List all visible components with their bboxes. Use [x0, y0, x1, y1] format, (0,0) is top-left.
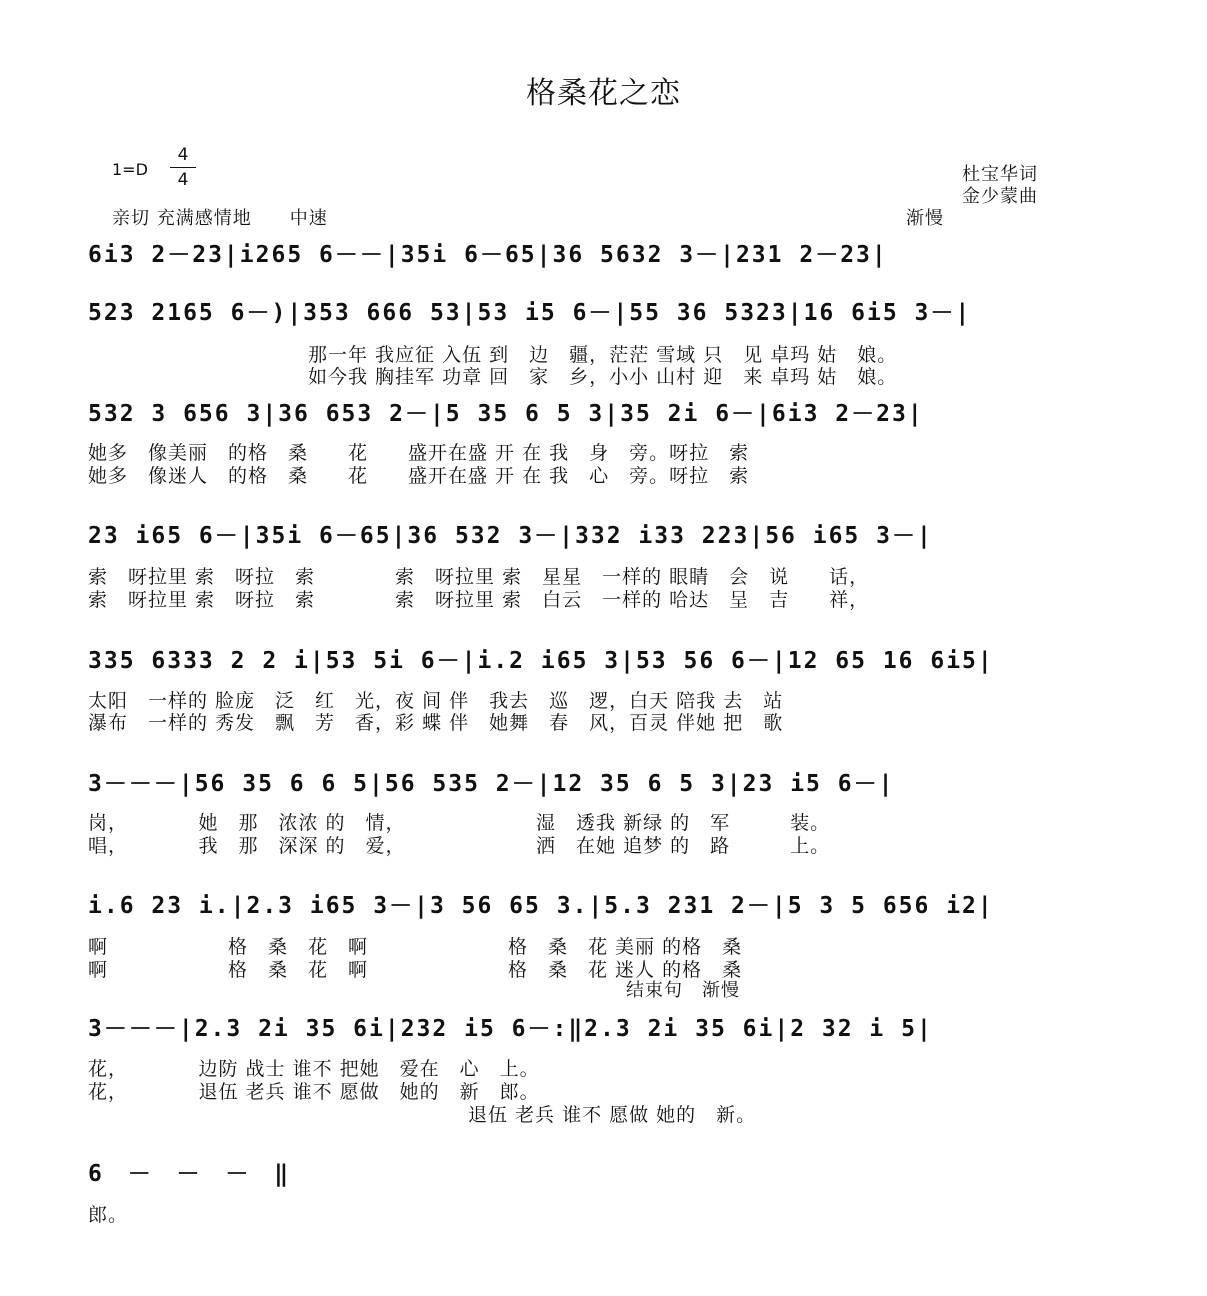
lyric-line: 瀑布 一样的 秀发 飘 芳 香，彩 蝶 伴 她舞 春 风，百灵 伴她 把 歌 — [88, 712, 784, 734]
meter-divider — [170, 167, 196, 168]
key-signature: 1=D — [112, 160, 148, 179]
ending-marking: 结束句 渐慢 — [626, 980, 740, 1001]
notation-line: 335 6333 2 2 i|53 5i 6－|i.2 i65 3|53 56 6－|12 65 16 6i5| — [88, 648, 994, 674]
lyric-line: 索 呀拉里 索 呀拉 索 索 呀拉里 索 白云 一样的 哈达 呈 吉 祥， — [88, 589, 870, 611]
lyric-line: 她多 像迷人 的格 桑 花 盛开在盛 开 在 我 心 旁。呀拉 索 — [88, 465, 750, 487]
lyric-line: 啊 格 桑 花 啊 格 桑 花 迷人 的格 桑 — [88, 959, 743, 981]
lyric-line: 花， 退伍 老兵 谁不 愿做 她的 新 郎。 — [88, 1081, 540, 1103]
final-lyric: 郎。 — [88, 1204, 129, 1226]
notation-line: 6i3 2－23|i265 6－－|35i 6－65|36 5632 3－|231 2－23| — [88, 242, 888, 268]
meter-top: 4 — [177, 145, 189, 165]
lyric-line: 那一年 我应征 入伍 到 边 疆，茫茫 雪域 只 见 卓玛 姑 娘。 — [88, 344, 898, 366]
lyric-line: 退伍 老兵 谁不 愿做 她的 新。 — [88, 1104, 757, 1126]
tempo-marking: 亲切 充满感情地 中速 — [112, 208, 328, 229]
notation-line: 3－－－|2.3 2i 35 6i|232 i5 6－:‖2.3 2i 35 6i|2 32 i 5| — [88, 1016, 933, 1042]
song-title: 格桑花之恋 — [526, 76, 681, 111]
lyric-line: 她多 像美丽 的格 桑 花 盛开在盛 开 在 我 身 旁。呀拉 索 — [88, 442, 750, 464]
lyric-line: 岗， 她 那 浓浓 的 情， 湿 透我 新绿 的 军 装。 — [88, 812, 831, 834]
lyricist-credit: 杜宝华词 — [962, 164, 1038, 185]
lyric-line: 花， 边防 战士 谁不 把她 爱在 心 上。 — [88, 1058, 540, 1080]
meter-bottom: 4 — [177, 170, 189, 190]
final-notation: 6 － － － ‖ — [88, 1161, 295, 1187]
notation-line: 532 3 656 3|36 653 2－|5 35 6 5 3|35 2i 6－|6i3 2－23| — [88, 401, 924, 427]
notation-line: 23 i65 6－|35i 6－65|36 532 3－|332 i33 223|56 i65 3－| — [88, 523, 933, 549]
lyric-line: 索 呀拉里 索 呀拉 索 索 呀拉里 索 星星 一样的 眼睛 会 说 话， — [88, 566, 870, 588]
ritardando-marking: 渐慢 — [906, 208, 944, 229]
time-signature — [170, 144, 196, 191]
notation-line: 3－－－|56 35 6 6 5|56 535 2－|12 35 6 5 3|23 i5 6－| — [88, 771, 895, 797]
lyric-line: 太阳 一样的 脸庞 泛 红 光，夜 间 伴 我去 巡 逻，白天 陪我 去 站 — [88, 690, 784, 712]
notation-line: 523 2165 6－)|353 666 53|53 i5 6－|55 36 5323|16 6i5 3－| — [88, 300, 972, 326]
lyric-line: 唱， 我 那 深深 的 爱， 洒 在她 追梦 的 路 上。 — [88, 835, 831, 857]
notation-line: i.6 23 i.|2.3 i65 3－|3 56 65 3.|5.3 231 2－|5 3 5 656 i2| — [88, 893, 994, 919]
lyric-line: 如今我 胸挂军 功章 回 家 乡，小小 山村 迎 来 卓玛 姑 娘。 — [88, 366, 898, 388]
lyric-line: 啊 格 桑 花 啊 格 桑 花 美丽 的格 桑 — [88, 936, 743, 958]
composer-credit: 金少蒙曲 — [962, 186, 1038, 207]
